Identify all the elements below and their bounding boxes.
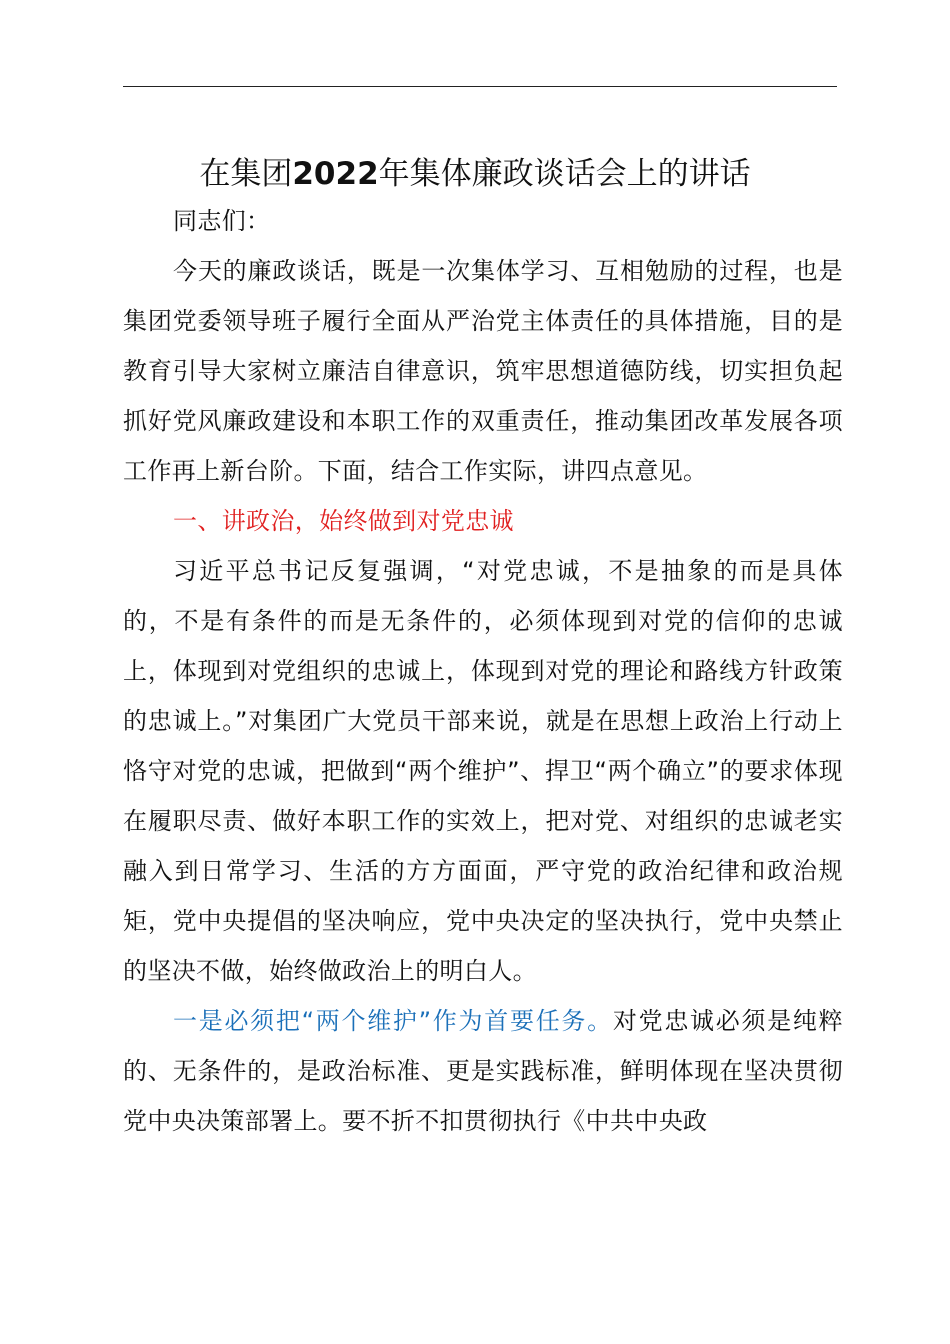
header-rule: [123, 86, 837, 87]
document-title: [0, 150, 950, 198]
document-body: [123, 196, 843, 1146]
section-heading-1: 一、讲政治，始终做到对党忠诚: [173, 507, 514, 535]
point-1-lead: 一是必须把“两个维护”作为首要任务。: [173, 1007, 613, 1035]
title-suffix: 年集体廉政谈话会上的讲话: [378, 156, 751, 192]
title-year: 2022: [292, 156, 379, 192]
section-1-paragraph: 习近平总书记反复强调，“对党忠诚，不是抽象的而是具体的，不是有条件的而是无条件的，必须体现到对党的信仰的忠诚上，体现到对党组织的忠诚上，体现到对党的理论和路线方针政策的忠诚上。”对集团广大党员干部来说，就是在思想上政治上行动上恪守对党的忠诚，把做到“两个维护”、捍卫“两个确立”的要求体现在履职尽责、做好本职工作的实效上，把对党、对组织的忠诚老实融入到日常学习、生活的方方面面，严守党的政治纪律和政治规矩，党中央提倡的坚决响应，党中央决定的坚决执行，党中央禁止的坚决不做，始终做政治上的明白人。: [123, 557, 843, 985]
point-1-text: 对党忠诚必须是纯粹的、无条件的，是政治标准、更是实践标准，鲜明体现在坚决贯彻党中央决策部署上。要不折不扣贯彻执行《中共中央政: [123, 1007, 844, 1135]
intro-paragraph: 今天的廉政谈话，既是一次集体学习、互相勉励的过程，也是集团党委领导班子履行全面从严治党主体责任的具体措施，目的是教育引导大家树立廉洁自律意识，筑牢思想道德防线，切实担负起抓好党风廉政建设和本职工作的双重责任，推动集团改革发展各项工作再上新台阶。下面，结合工作实际，讲四点意见。: [123, 257, 843, 485]
salutation: 同志们：: [173, 207, 271, 235]
point-1-paragraph: [123, 996, 843, 1146]
title-prefix: 在集团: [199, 156, 293, 192]
